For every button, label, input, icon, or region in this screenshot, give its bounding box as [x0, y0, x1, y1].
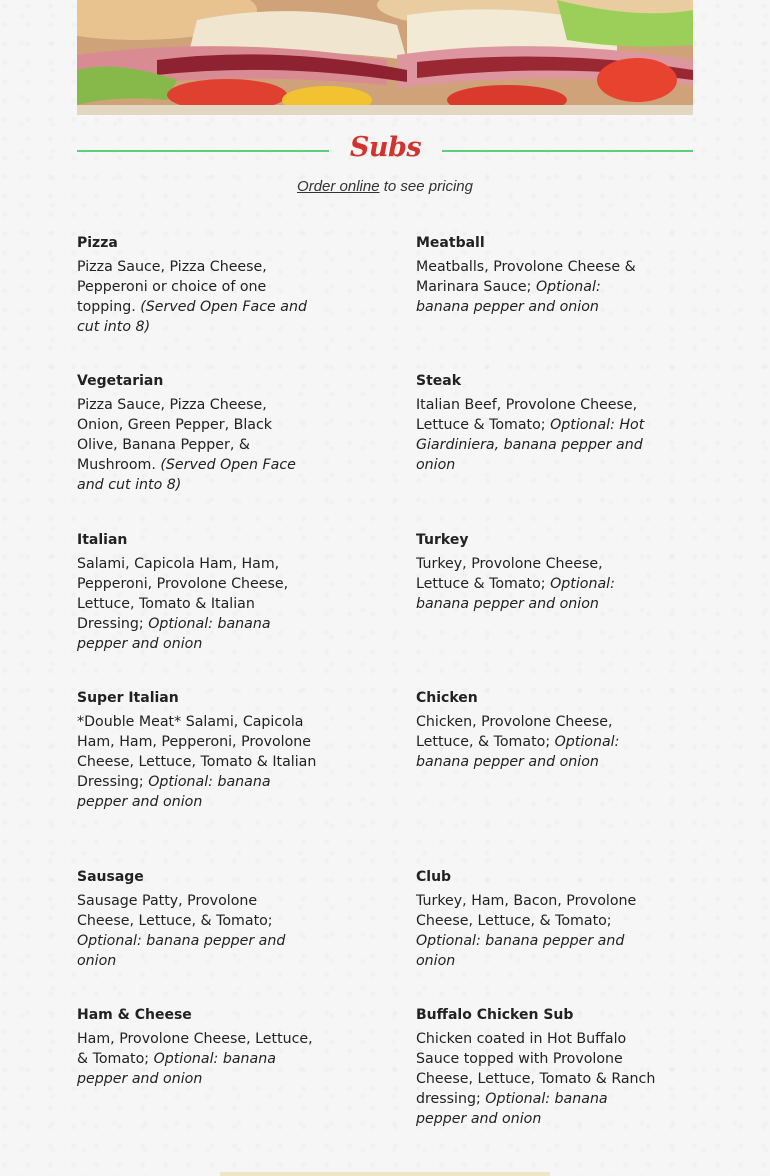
item-name: Club	[416, 869, 452, 885]
item-description: Italian Beef, Provolone Cheese, Lettuce & Tomato; Optional: Hot Giardiniera, banana pepper and onion	[416, 397, 645, 473]
item-description: *Double Meat* Salami, Capicola Ham, Ham, Pepperoni, Provolone Cheese, Lettuce, Tomato & Italian Dressing; Optional: banana pepper and onion	[77, 714, 317, 810]
menu-item-meatball	[416, 234, 693, 372]
item-description: Chicken, Provolone Cheese, Lettuce, & Tomato; Optional: banana pepper and onion	[416, 714, 620, 770]
section-title: Subs	[349, 132, 422, 163]
item-name: Italian	[77, 532, 128, 548]
item-name: Super Italian	[77, 690, 179, 706]
item-description: Ham, Provolone Cheese, Lettuce, & Tomato; Optional: banana pepper and onion	[77, 1031, 313, 1087]
item-name: Turkey	[416, 532, 469, 548]
header-divider-right	[442, 150, 693, 152]
item-description: Turkey, Ham, Bacon, Provolone Cheese, Lettuce, & Tomato; Optional: banana pepper and onion	[416, 893, 637, 969]
bottom-accent-bar	[220, 1172, 550, 1176]
menu-item-buffalo-chicken-sub	[416, 1006, 693, 1129]
menu-item-ham-and-cheese	[77, 1006, 416, 1129]
item-description: Meatballs, Provolone Cheese & Marinara Sauce; Optional: banana pepper and onion	[416, 259, 636, 315]
order-online-link[interactable]: Order online	[297, 178, 380, 195]
item-name: Pizza	[77, 235, 118, 251]
subs-menu-grid	[77, 234, 693, 1129]
sandwich-illustration	[77, 0, 693, 115]
item-name: Meatball	[416, 235, 485, 251]
order-online-note	[77, 178, 693, 195]
item-name: Chicken	[416, 690, 478, 706]
menu-item-sausage	[77, 868, 416, 1006]
section-header	[77, 132, 693, 172]
item-name: Steak	[416, 373, 462, 389]
menu-item-chicken	[416, 689, 693, 868]
menu-item-vegetarian	[77, 372, 416, 531]
menu-item-super-italian	[77, 689, 416, 868]
item-name: Vegetarian	[77, 373, 164, 389]
item-description: Pizza Sauce, Pizza Cheese, Onion, Green Pepper, Black Olive, Banana Pepper, & Mushroom. (Served Open Face and cut into 8)	[77, 397, 296, 493]
item-name: Sausage	[77, 869, 144, 885]
item-description: Chicken coated in Hot Buffalo Sauce topped with Provolone Cheese, Lettuce, Tomato & Ranch dressing; Optional: banana pepper and onion	[416, 1031, 656, 1127]
menu-item-pizza	[77, 234, 416, 372]
item-description: Pizza Sauce, Pizza Cheese, Pepperoni or choice of one topping. (Served Open Face and cut into 8)	[77, 259, 307, 335]
menu-item-italian	[77, 531, 416, 689]
menu-item-club	[416, 868, 693, 1006]
item-description: Turkey, Provolone Cheese, Lettuce & Tomato; Optional: banana pepper and onion	[416, 556, 615, 612]
item-name: Ham & Cheese	[77, 1007, 192, 1023]
menu-item-turkey	[416, 531, 693, 689]
item-name: Buffalo Chicken Sub	[416, 1007, 574, 1023]
order-online-suffix: to see pricing	[379, 178, 473, 195]
header-divider-left	[77, 150, 329, 152]
item-description: Sausage Patty, Provolone Cheese, Lettuce, & Tomato; Optional: banana pepper and onion	[77, 893, 286, 969]
hero-image	[77, 0, 693, 115]
item-description: Salami, Capicola Ham, Ham, Pepperoni, Provolone Cheese, Lettuce, Tomato & Italian Dressing; Optional: banana pepper and onion	[77, 556, 289, 652]
menu-item-steak	[416, 372, 693, 531]
